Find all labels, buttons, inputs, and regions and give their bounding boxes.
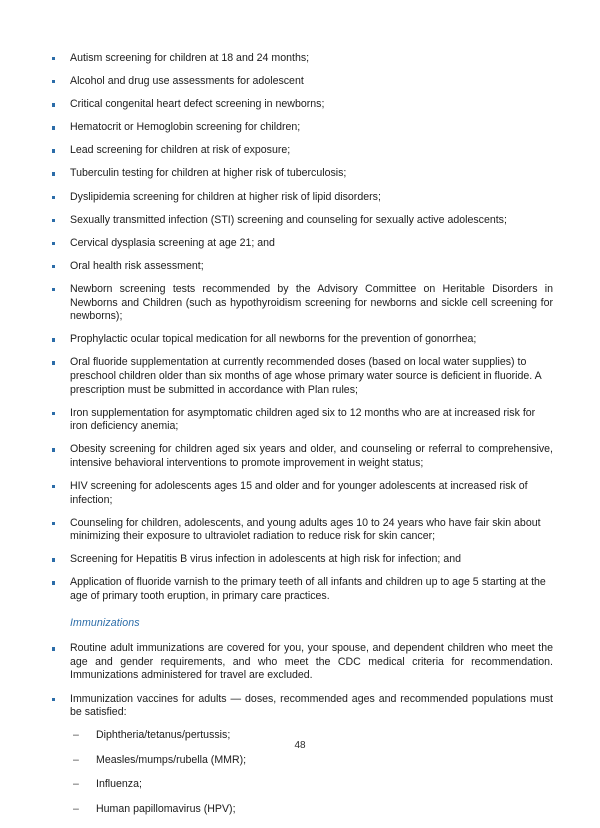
- list-item: [47, 75, 553, 89]
- list-item-text: Oral health risk assessment;: [70, 259, 204, 272]
- list-item-text: Influenza;: [96, 778, 142, 791]
- list-item-text: Routine adult immunizations are covered for you, your spouse, and dependent children who meet the age and gender requirements, and who meet the CDC medical criteria for recommendation. Immunizations administered for travel are excluded.: [70, 642, 553, 682]
- list-item: [47, 553, 553, 567]
- square-bullet-icon: [52, 448, 55, 451]
- list-item-text: Measles/mumps/rubella (MMR);: [96, 753, 247, 766]
- square-bullet-icon: [52, 485, 55, 488]
- square-bullet-icon: [52, 361, 55, 364]
- list-item: [47, 407, 553, 434]
- list-item: [70, 803, 553, 817]
- list-item: [47, 356, 553, 397]
- list-item: [47, 98, 553, 112]
- list-item-text: Counseling for children, adolescents, and young adults ages 10 to 24 years who have fair skin about minimizing their exposure to ultraviolet radiation to reduce risk for skin cancer;: [70, 516, 541, 543]
- square-bullet-icon: [52, 522, 55, 525]
- square-bullet-icon: [52, 558, 55, 561]
- list-item-text: Critical congenital heart defect screening in newborns;: [70, 98, 325, 111]
- list-item: [47, 237, 553, 251]
- list-item: [47, 121, 553, 135]
- list-item-text: Immunization vaccines for adults — doses, recommended ages and recommended populations must be satisfied:: [70, 692, 553, 719]
- preventive-care-bullet-list: [47, 52, 553, 604]
- list-item: [70, 754, 553, 768]
- square-bullet-icon: [52, 242, 55, 245]
- square-bullet-icon: [52, 126, 55, 129]
- list-item: [47, 214, 553, 228]
- square-bullet-icon: [52, 172, 55, 175]
- en-dash-bullet-icon: –: [73, 802, 79, 815]
- list-item-text: Cervical dysplasia screening at age 21; and: [70, 236, 275, 249]
- square-bullet-icon: [52, 149, 55, 152]
- list-item: [47, 260, 553, 274]
- list-item: [47, 333, 553, 347]
- list-item-text: Tuberculin testing for children at higher risk of tuberculosis;: [70, 167, 347, 180]
- square-bullet-icon: [52, 219, 55, 222]
- list-item: [47, 517, 553, 544]
- list-item: [47, 144, 553, 158]
- list-item: [47, 191, 553, 205]
- list-item: [47, 283, 553, 324]
- list-item-text: Diphtheria/tetanus/pertussis;: [96, 729, 231, 742]
- list-item: [70, 778, 553, 792]
- en-dash-bullet-icon: –: [73, 753, 79, 766]
- section-heading-immunizations: Immunizations: [70, 616, 140, 629]
- square-bullet-icon: [52, 57, 55, 60]
- list-item-text: Application of fluoride varnish to the primary teeth of all infants and children up to age 5 starting at the age of primary tooth eruption, in primary care practices.: [70, 576, 546, 603]
- en-dash-bullet-icon: –: [73, 729, 79, 742]
- list-item-text: Alcohol and drug use assessments for adolescent: [70, 75, 304, 88]
- list-item-text: Dyslipidemia screening for children at higher risk of lipid disorders;: [70, 190, 381, 203]
- list-item-text: Human papillomavirus (HPV);: [96, 802, 236, 815]
- list-item-text: Lead screening for children at risk of exposure;: [70, 144, 291, 157]
- page-number: 48: [294, 740, 306, 751]
- immunizations-bullet-list: [47, 642, 553, 719]
- list-item: [47, 642, 553, 683]
- square-bullet-icon: [52, 338, 55, 341]
- list-item: [47, 443, 553, 470]
- en-dash-bullet-icon: –: [73, 778, 79, 791]
- square-bullet-icon: [52, 288, 55, 291]
- square-bullet-icon: [52, 103, 55, 106]
- list-item-text: Autism screening for children at 18 and 24 months;: [70, 52, 310, 64]
- page-content: [47, 52, 553, 828]
- square-bullet-icon: [52, 581, 55, 584]
- square-bullet-icon: [52, 265, 55, 268]
- list-item-text: Newborn screening tests recommended by the Advisory Committee on Heritable Disorders in Newborns and Children (such as hypothyroidism screening for newborns and sickle cell screening for newborns);: [70, 282, 553, 323]
- list-item-text: Prophylactic ocular topical medication for all newborns for the prevention of gonorrhea;: [70, 333, 477, 346]
- list-item: [47, 167, 553, 181]
- list-item: [47, 576, 553, 603]
- square-bullet-icon: [52, 647, 55, 650]
- list-item-text: Oral fluoride supplementation at currently recommended doses (based on local water supplies) to preschool children older than six months of age whose primary water source is deficient in fluoride. A prescription must be submitted in accordance with Plan rules;: [70, 356, 542, 396]
- list-item: [47, 52, 553, 66]
- square-bullet-icon: [52, 412, 55, 415]
- square-bullet-icon: [52, 698, 55, 701]
- list-item-text: Hematocrit or Hemoglobin screening for children;: [70, 121, 301, 134]
- square-bullet-icon: [52, 80, 55, 83]
- square-bullet-icon: [52, 196, 55, 199]
- list-item-text: Sexually transmitted infection (STI) screening and counseling for sexually active adolescents;: [70, 213, 507, 226]
- list-item: [47, 693, 553, 720]
- list-item-text: Iron supplementation for asymptomatic children aged six to 12 months who are at increased risk for iron deficiency anemia;: [70, 406, 536, 433]
- list-item-text: Obesity screening for children aged six years and older, and counseling or referral to comprehensive, intensive behavioral interventions to promote improvement in weight status;: [70, 443, 553, 469]
- list-item-text: Screening for Hepatitis B virus infection in adolescents at high risk for infection; and: [70, 553, 461, 566]
- list-item: [47, 480, 553, 507]
- list-item-text: HIV screening for adolescents ages 15 and older and for younger adolescents at increased risk of infection;: [70, 479, 528, 506]
